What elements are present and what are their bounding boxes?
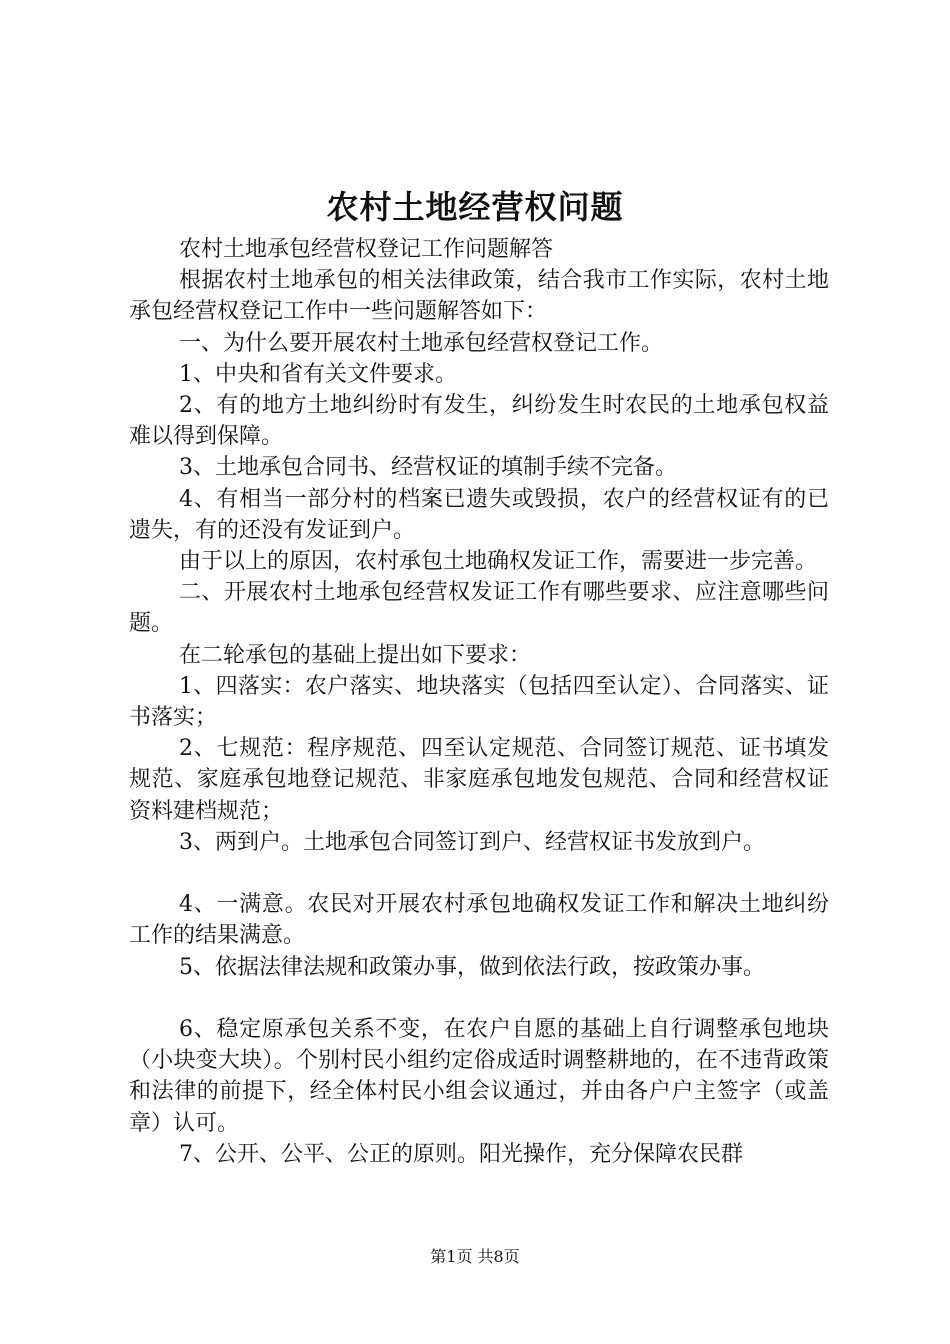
paragraph: 一、为什么要开展农村土地承包经营权登记工作。 [179,330,664,356]
paragraph: 根据农村土地承包的相关法律政策，结合我市工作实际，农村土地承包经营权登记工作中一些问题解答如下： [129,268,829,325]
paragraph: 5、依据法律法规和政策办事，做到依法行政，按政策办事。 [179,954,765,980]
paragraph: 2、有的地方土地纠纷时有发生，纠纷发生时农民的土地承包权益难以得到保障。 [129,393,829,450]
document-title: 农村土地经营权问题 [326,188,624,226]
paragraph: 二、开展农村土地承包经营权发证工作有哪些要求、应注意哪些问题。 [129,580,829,637]
paragraph: 农村土地承包经营权登记工作问题解答 [179,237,554,262]
paragraph: 2、七规范：程序规范、四至认定规范、合同签订规范、证书填发规范、家庭承包地登记规范、非家庭承包地发包规范、合同和经营权证资料建档规范； [129,736,829,824]
paragraph: 1、中央和省有关文件要求。 [179,361,457,387]
paragraph: 3、两到户。土地承包合同签订到户、经营权证书发放到户。 [179,829,765,855]
paragraph: 6、稳定原承包关系不变，在农户自愿的基础上自行调整承包地块（小块变大块）。个别村民小组约定俗成适时调整耕地的，在不违背政策和法律的前提下，经全体村民小组会议通过，并由各户户主签字（或盖章）认可。 [129,1017,829,1136]
paragraph: 7、公开、公平、公正的原则。阳光操作，充分保障农民群 [179,1141,743,1167]
paragraph: 由于以上的原因，农村承包土地确权发证工作，需要进一步完善。 [179,549,818,575]
paragraph: 4、有相当一部分村的档案已遗失或毁损，农户的经营权证有的已遗失，有的还没有发证到户。 [129,486,829,543]
paragraph: 4、一满意。农民对开展农村承包地确权发证工作和解决土地纠纷工作的结果满意。 [129,892,829,949]
paragraph: 3、土地承包合同书、经营权证的填制手续不完备。 [179,455,677,481]
paragraph: 1、四落实：农户落实、地块落实（包括四至认定）、合同落实、证书落实； [129,673,829,731]
page-number-footer: 第1页 共8页 [430,1247,520,1266]
document-body [129,234,829,1170]
paragraph: 在二轮承包的基础上提出如下要求： [179,642,532,668]
